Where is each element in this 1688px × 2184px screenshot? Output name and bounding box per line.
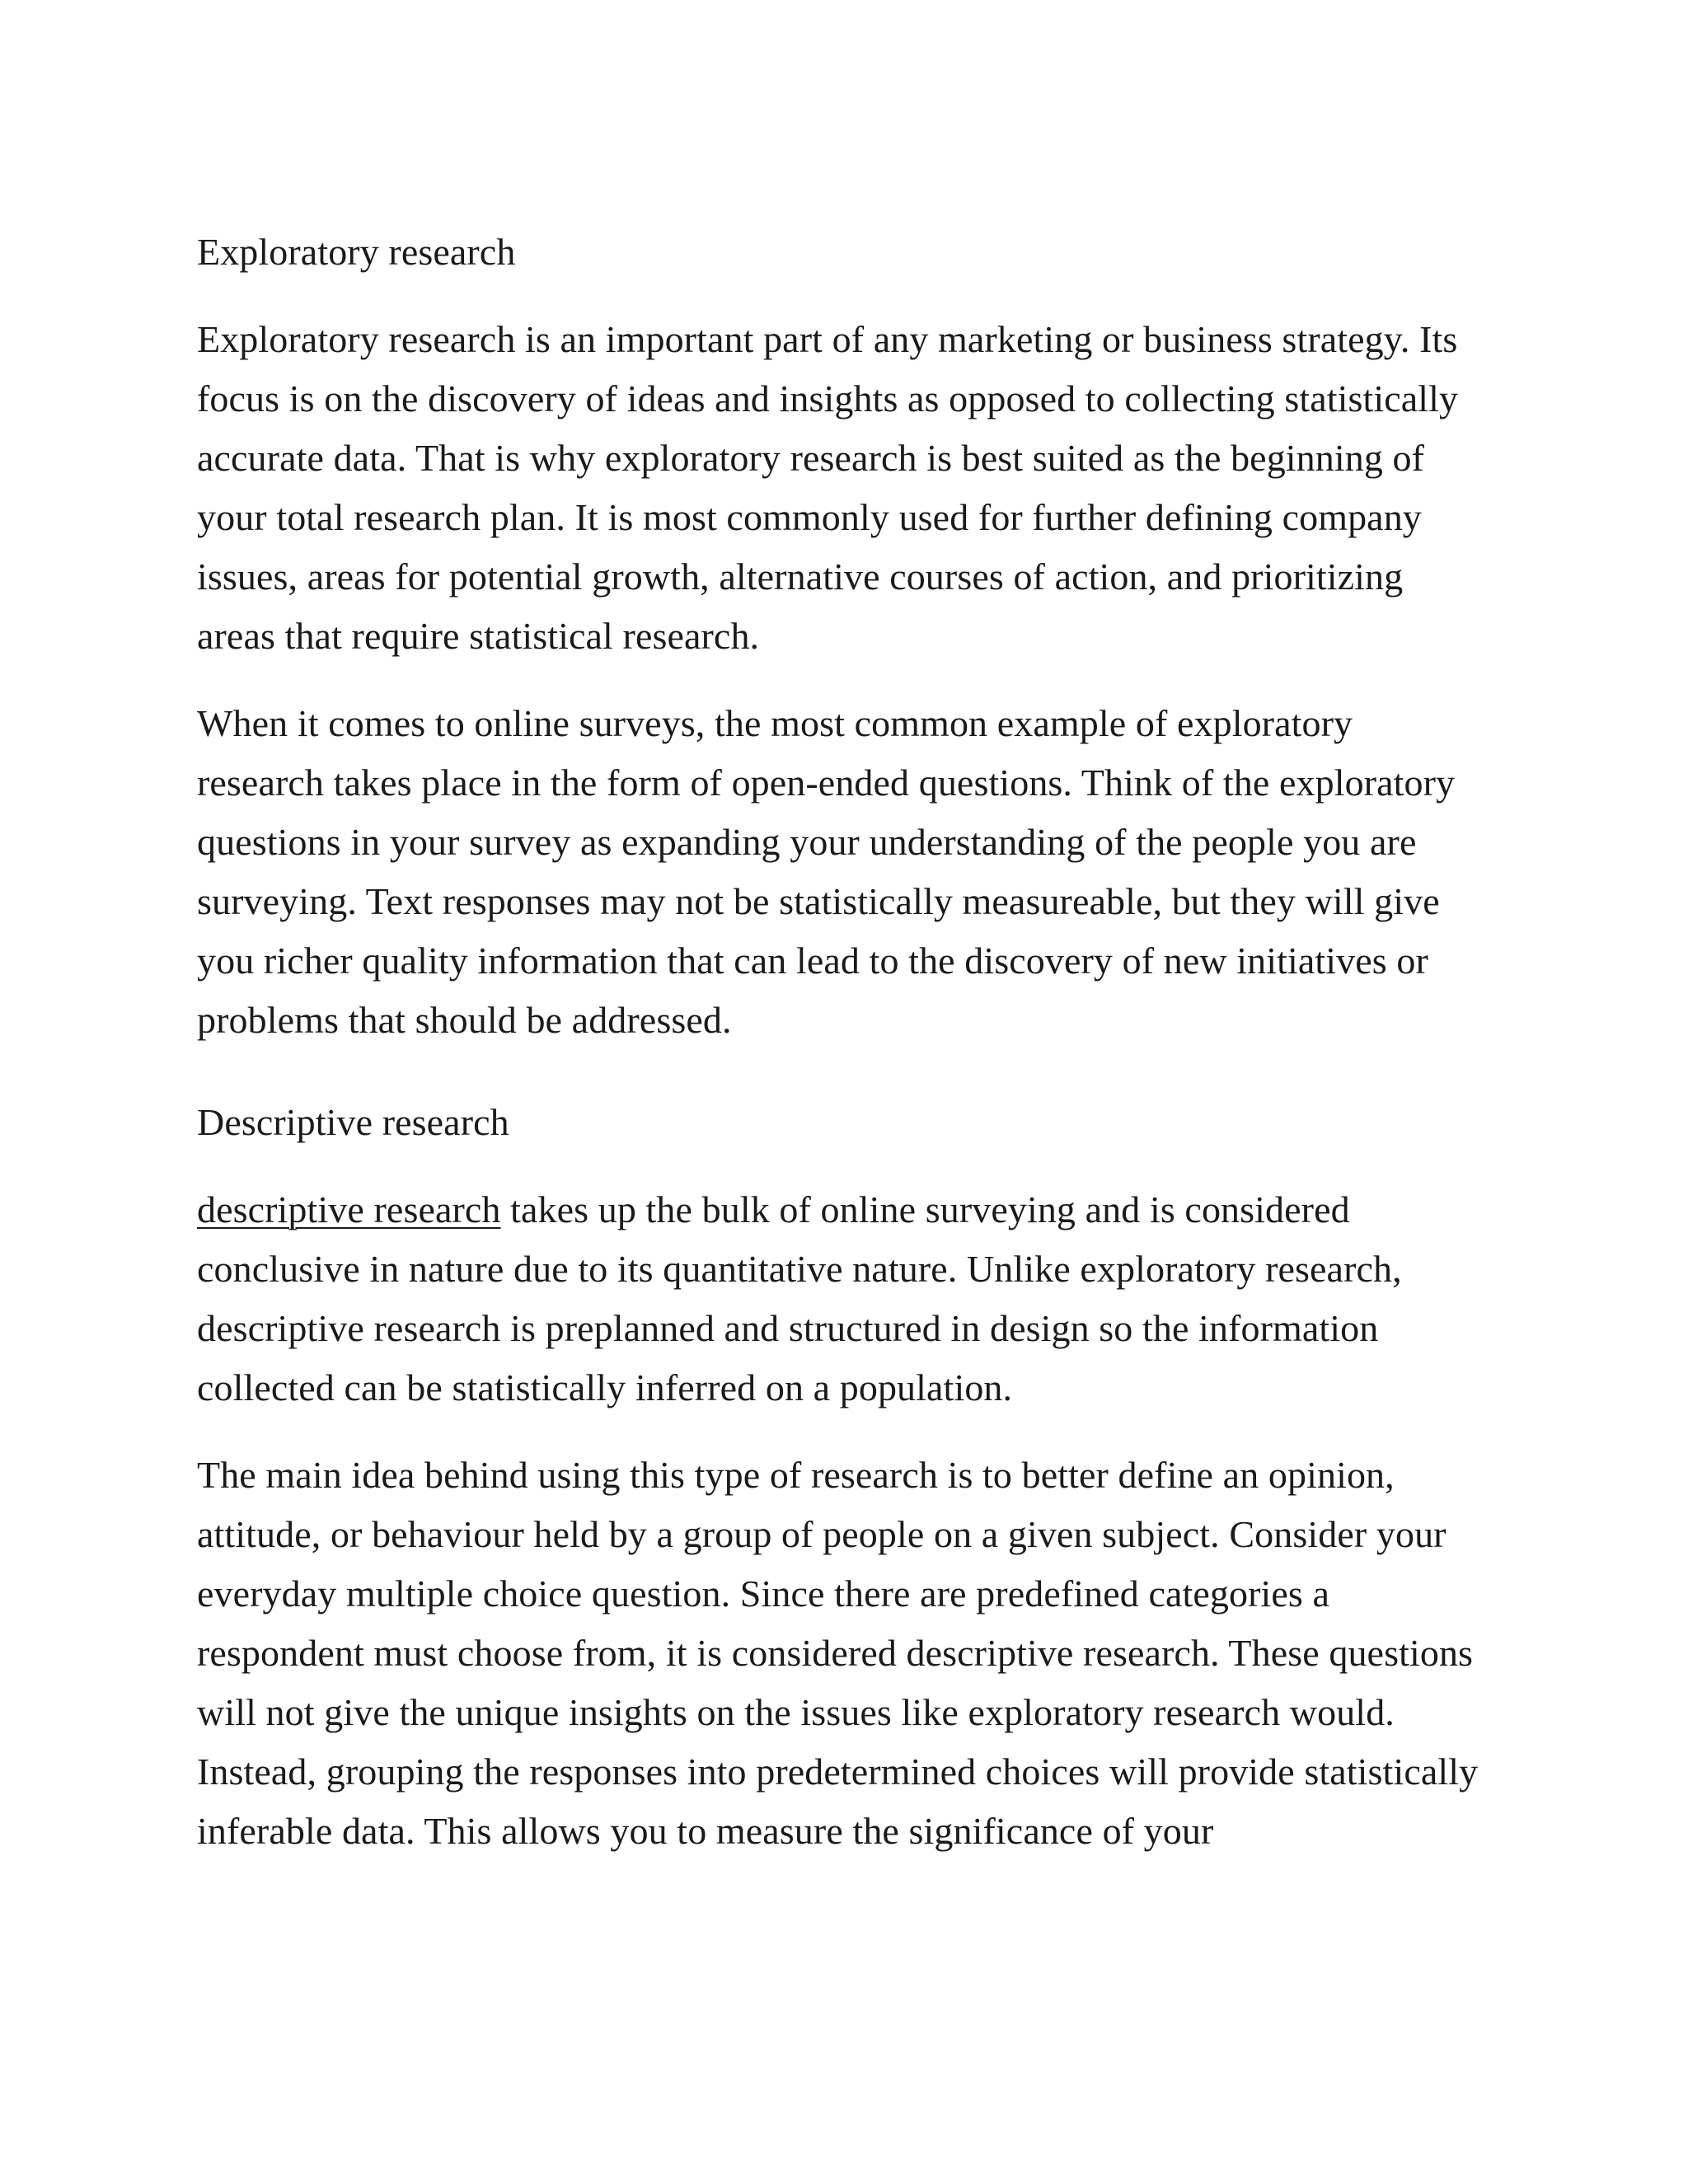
section-heading-descriptive: Descriptive research [197,1101,509,1143]
paragraph-descriptive-main-idea: The main idea behind using this type of research is to better define an opinion, attitude, or behaviour held by a group of people on a given subject. Consider your everyday multiple choice question. Since there are predefined categories a respondent must choose from, it is considered descriptive research. These questions will not give the unique insights on the issues like exploratory research would. Instead, grouping the responses into predetermined choices will provide statistically inferable data. This allows you to measure the significance of your [197,1454,1479,1852]
paragraph-exploratory-intro: Exploratory research is an important part of any marketing or business strategy. Its focus is on the discovery of ideas and insights as opposed to collecting statistically accurate data. That is why exploratory research is best suited as the beginning of your total research plan. It is most commonly used for further defining company issues, areas for potential growth, alternative courses of action, and prioritizing areas that require statistical research. [197,318,1459,657]
descriptive-research-link[interactable]: descriptive research [197,1188,501,1230]
section-heading-exploratory: Exploratory research [197,231,516,273]
paragraph-descriptive-intro [197,1180,1483,1418]
document-body [197,223,1483,1889]
paragraph-descriptive-intro-text: takes up the bulk of online surveying and is considered conclusive in nature due to its quantitative nature. Unlike exploratory research, descriptive research is preplanned and structured in design so the information collected can be statistically inferred on a population. [197,1188,1402,1408]
paragraph-exploratory-surveys: When it comes to online surveys, the most common example of exploratory research takes place in the form of open-ended questions. Think of the exploratory questions in your survey as expanding your understanding of the people you are surveying. Text responses may not be statistically measureable, but they will give you richer quality information that can lead to the discovery of new initiatives or problems that should be addressed. [197,702,1456,1041]
